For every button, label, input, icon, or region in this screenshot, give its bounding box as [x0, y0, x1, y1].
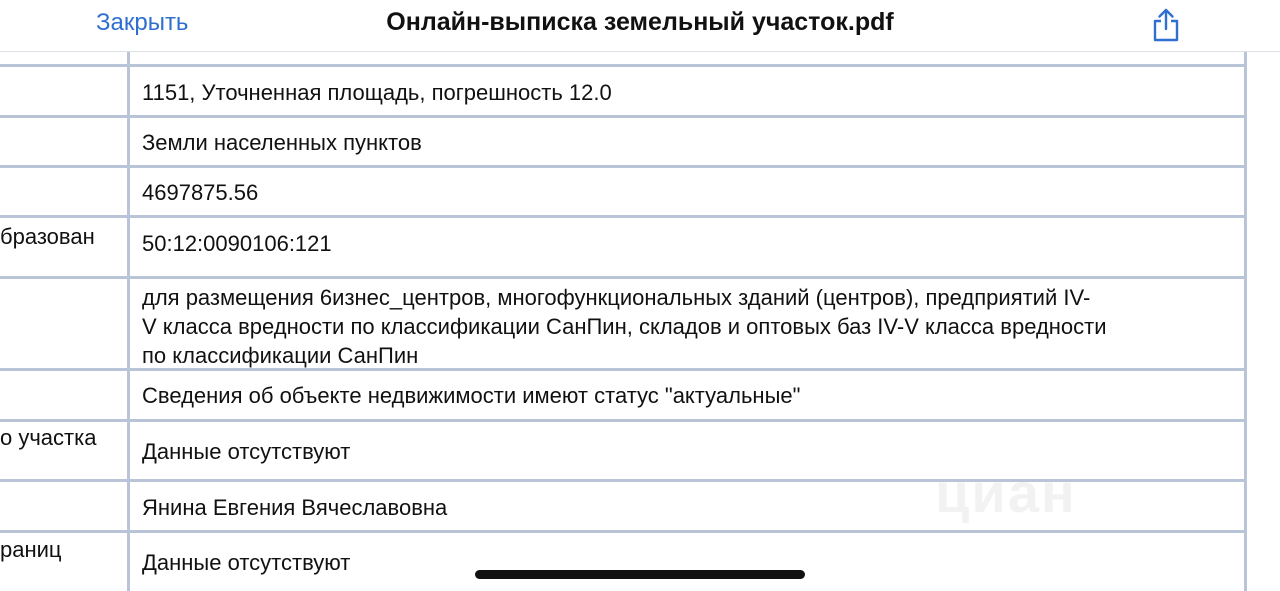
table-divider — [0, 276, 1247, 279]
table-cell-value: 1151, Уточненная площадь, погрешность 12.0 — [142, 80, 612, 105]
table-cell-value: Данные отсутствуют — [142, 439, 351, 464]
table-divider — [0, 215, 1247, 218]
table-cell-label: о участка — [0, 425, 97, 450]
table-cell-value-line: для размещения 6изнес_центров, многофункциональных зданий (центров), предприятий IV- — [142, 285, 1091, 310]
table-column-divider — [127, 40, 130, 591]
table-divider — [0, 115, 1247, 118]
table-cell-value-line: V класса вредности по классификации СанПин, складов и оптовых баз IV-V класса вредности — [142, 314, 1107, 339]
share-icon[interactable] — [1150, 7, 1182, 43]
table-cell-value: Земли населенных пунктов — [142, 130, 422, 155]
table-cell-value: 4697875.56 — [142, 180, 259, 205]
top-navigation-bar — [0, 0, 1280, 52]
watermark: циан — [935, 461, 1077, 524]
table-cell-label: раниц — [0, 537, 62, 562]
table-divider — [0, 165, 1247, 168]
table-cell-value-line: по классификации СанПин — [142, 343, 419, 368]
table-cell-value: Янина Евгения Вячеславовна — [142, 495, 448, 520]
document-title: Онлайн-выписка земельный участок.pdf — [386, 8, 894, 36]
table-divider — [0, 64, 1247, 67]
table-cell-value: Данные отсутствуют — [142, 550, 351, 575]
home-indicator[interactable] — [475, 570, 805, 579]
table-cell-value: Сведения об объекте недвижимости имеют статус "актуальные" — [142, 383, 801, 408]
table-divider — [0, 419, 1247, 422]
table-cell-value: 50:12:0090106:121 — [142, 231, 332, 256]
table-divider — [0, 530, 1247, 533]
close-button[interactable]: Закрыть — [96, 9, 189, 36]
table-cell-label: бразован — [0, 224, 95, 249]
